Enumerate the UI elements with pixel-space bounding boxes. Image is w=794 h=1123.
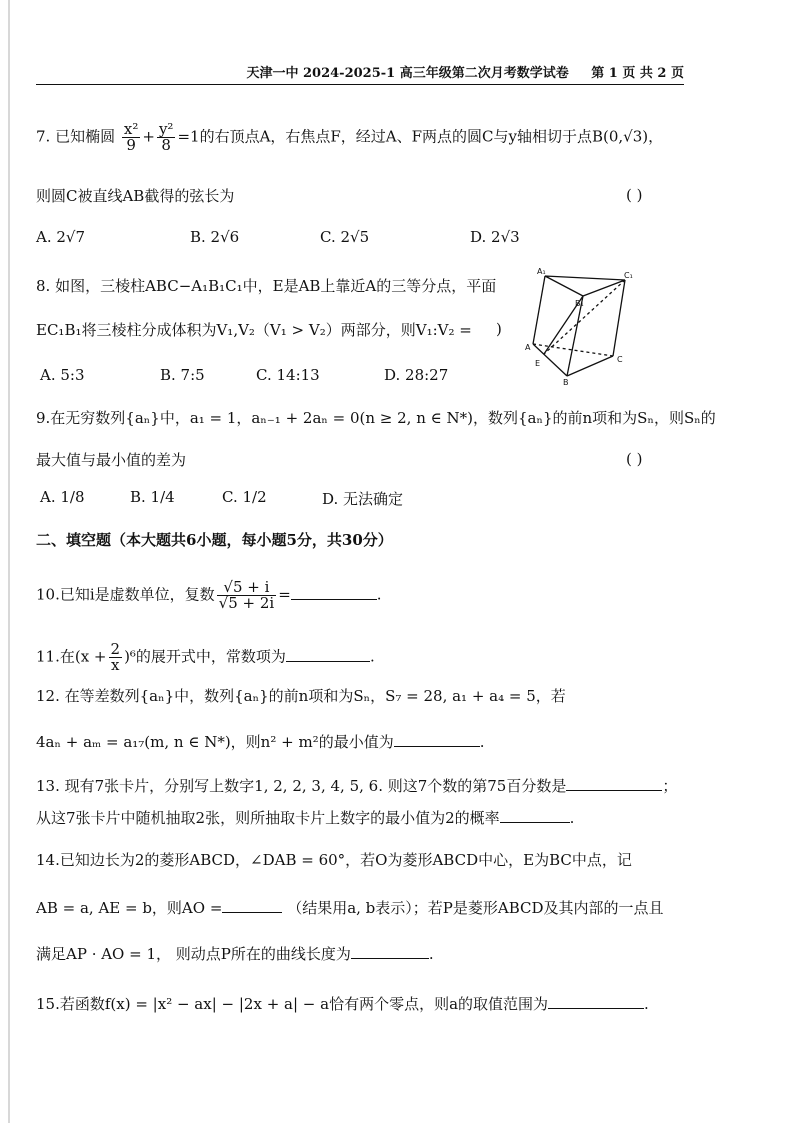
q12-line1: 12. 在等差数列{aₙ}中，数列{aₙ}的前n项和为Sₙ，S₇ = 28, a₁ + a₄ = 5，若 [36, 687, 566, 705]
q7-option-a: A. 2√7 [36, 228, 86, 246]
q13-answer-blank-2 [500, 808, 570, 823]
q11-answer-blank [286, 647, 370, 662]
label-c: C [617, 355, 623, 364]
q9-option-d: D. 无法确定 [322, 490, 404, 508]
edge-cc1 [613, 280, 625, 356]
q14-answer-blank-2 [351, 944, 429, 959]
q11-line: 11.在(x + $\frac{2}{x}$ )⁶的展开式中，常数项为 . [36, 640, 375, 674]
q11-fraction: $\frac{2}{x}$ [110, 640, 121, 674]
q8-option-c: C. 14:13 [256, 366, 320, 384]
page-header [36, 62, 684, 85]
q15-answer-blank [548, 994, 644, 1009]
prism-top-face [545, 276, 625, 296]
q14-answer-blank-1 [222, 898, 282, 913]
q13-line1: 13. 现有7张卡片，分别写上数字1, 2, 2, 3, 4, 5, 6. 则这7个数的第75百分数是 ； [36, 777, 678, 795]
label-b1: B₁ [575, 299, 584, 308]
prism-figure [525, 266, 635, 386]
q14-line1: 14.已知边长为2的菱形ABCD，∠DAB = 60°，若O为菱形ABCD中心，E为BC中点，记 [36, 851, 632, 869]
q7-answer-paren: ( ) [626, 186, 643, 204]
label-a: A [525, 343, 531, 352]
q9-option-a: A. 1/8 [40, 488, 85, 506]
q9-line2: 最大值与最小值的差为 [36, 451, 187, 469]
q14-line3: 满足AP · AO = 1， 则动点P所在的曲线长度为 . [36, 945, 434, 963]
q12-line2: 4aₙ + aₘ = a₁₇(m, n ∈ N*)，则n² + m²的最小值为 . [36, 733, 485, 751]
q15-line: 15.若函数f(x) = |x² − ax| − |2x + a| − a恰有两个零点，则a的取值范围为 . [36, 995, 649, 1013]
q9-option-c: C. 1/2 [222, 488, 267, 506]
exam-title: 天津一中 2024-2025-1 高三年级第二次月考数学试卷 [246, 66, 569, 81]
q9-option-b: B. 1/4 [130, 488, 175, 506]
q12-answer-blank [394, 732, 480, 747]
q10-fraction: $\frac{√5 + i}{√5 + 2i}$ [218, 578, 275, 612]
q8-option-b: B. 7:5 [160, 366, 205, 384]
q10-line: 10.已知i是虚数单位，复数 $\frac{√5 + i}{√5 + 2i}$ = . [36, 578, 382, 612]
q8-line1: 8. 如图，三棱柱ABC−A₁B₁C₁中，E是AB上靠近A的三等分点，平面 [36, 277, 497, 295]
label-a1: A₁ [537, 267, 546, 276]
q8-line2: EC₁B₁将三棱柱分成体积为V₁,V₂（V₁ > V₂）两部分，则V₁:V₂ = [36, 321, 472, 339]
q9-answer-paren: ( ) [626, 450, 643, 468]
edge-aa1 [533, 276, 545, 344]
q14-line2: AB = a, AE = b，则AO = （结果用a, b表示）；若P是菱形ABCD及其内部的一点且 [36, 899, 664, 917]
q7-frac-y: $\frac{\text{y²}}{8}$ [158, 120, 174, 154]
label-e: E [535, 359, 541, 368]
q7-line2: 则圆C被直线AB截得的弦长为 [36, 187, 235, 205]
q9-line1: 9.在无穷数列{aₙ}中，a₁ = 1，aₙ₋₁ + 2aₙ = 0(n ≥ 2, n ∈ N*)，数列{aₙ}的前n项和为Sₙ，则Sₙ的 [36, 409, 716, 427]
q13-answer-blank-1 [566, 776, 662, 791]
q7-line1: 7. 已知椭圆 $\frac{\text{x²}}{9}$ + $\frac{\text{y²}}{8}$ =1的右顶点A，右焦点F，经过A、F两点的圆C与y轴相切于点B(0,√3)， [36, 120, 664, 154]
label-c1: C₁ [624, 271, 633, 280]
q7-option-c: C. 2√5 [320, 228, 370, 246]
q13-line2: 从这7张卡片中随机抽取2张，则所抽取卡片上数字的最小值为2的概率 . [36, 809, 575, 827]
label-b: B [563, 378, 569, 386]
q7-option-b: B. 2√6 [190, 228, 240, 246]
q7-frac-x: $\frac{\text{x²}}{9}$ [123, 120, 139, 154]
q7-option-d: D. 2√3 [470, 228, 520, 246]
q8-option-d: D. 28:27 [384, 366, 449, 384]
edge-bc [567, 356, 613, 376]
q10-answer-blank [291, 585, 377, 600]
q8-answer-paren: ) [496, 320, 502, 338]
cut-line-c1e [544, 280, 625, 354]
q8-option-a: A. 5:3 [40, 366, 85, 384]
section-heading: 二、填空题（本大题共6小题，每小题5分，共30分） [36, 531, 393, 549]
scan-edge [8, 0, 10, 1123]
page-number: 第 1 页 共 2 页 [591, 66, 684, 81]
